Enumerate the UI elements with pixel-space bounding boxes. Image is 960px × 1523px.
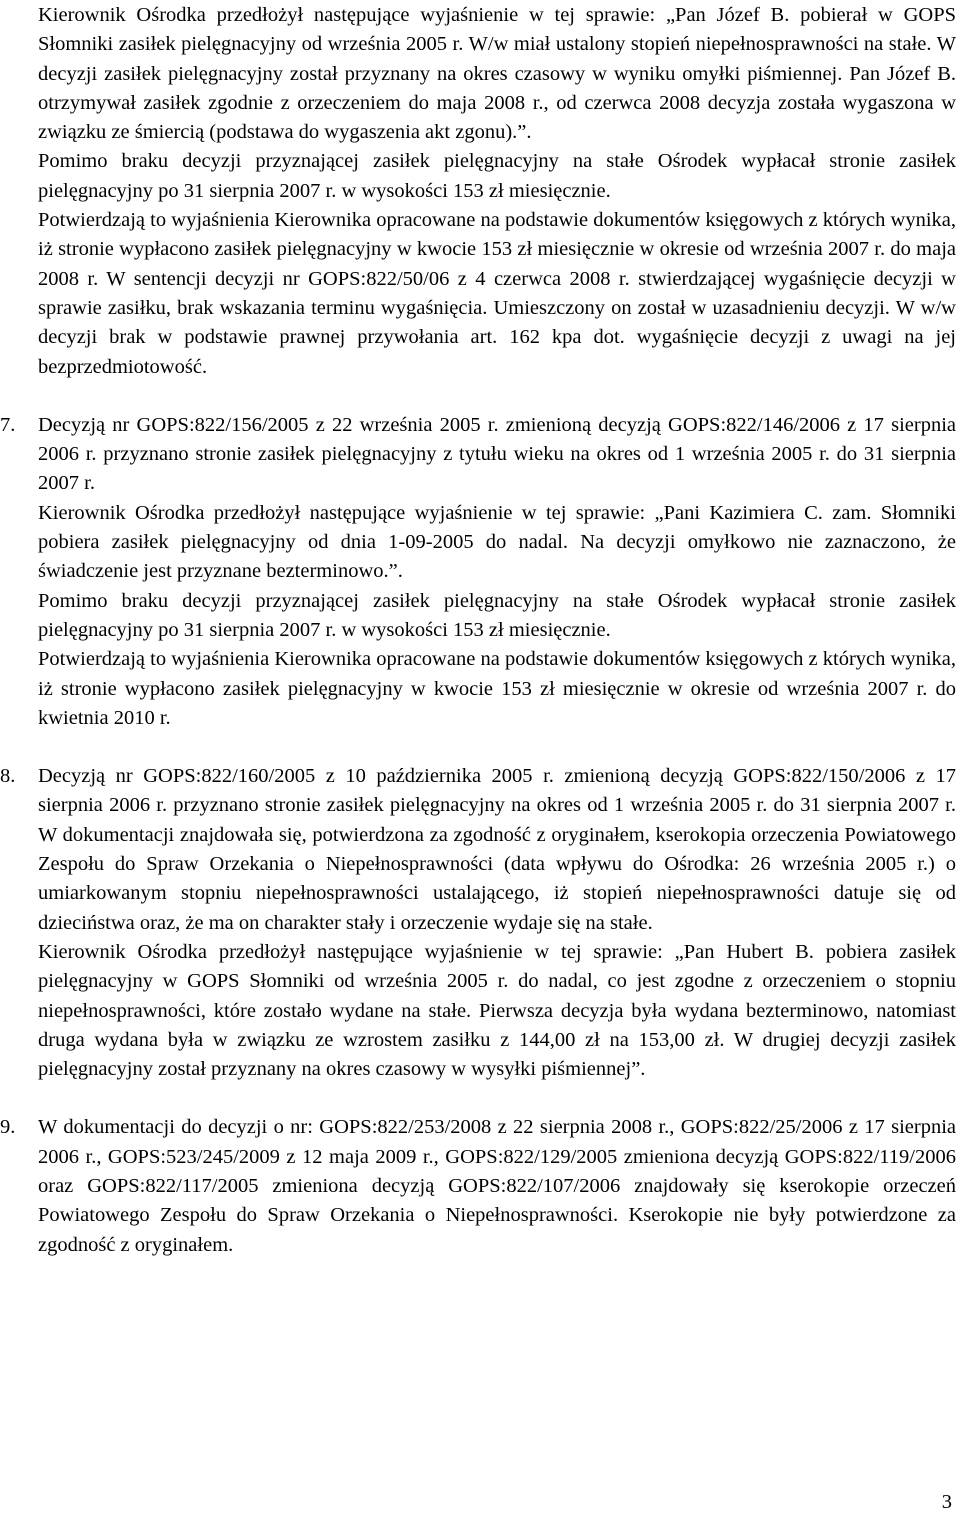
page-number: 3 — [941, 1491, 952, 1513]
paragraph: Kierownik Ośrodka przedłożył następujące wyjaśnienie w tej sprawie: „Pan Hubert B. pobiera zasiłek pielęgnacyjny w GOPS Słomniki od września 2005 r. do nadal, co jest zgodne z orzeczeniem o stopniu niepełnosprawności, które zostało wydane na stałe. Pierwsza decyzja była wydana bezterminowo, natomiast druga wydana była w związku ze wzrostem zasiłku z 144,00 zł na 153,00 zł. W drugiej decyzji zasiłek pielęgnacyjny został przyznany na okres czasowy w wysyłki piśmiennej”. — [38, 940, 956, 1081]
paragraph: W dokumentacji do decyzji o nr: GOPS:822/253/2008 z 22 sierpnia 2008 r., GOPS:822/25/2006 z 17 sierpnia 2006 r., GOPS:523/245/2009 z 12 maja 2009 r., GOPS:822/129/2005 zmieniona decyzją GOPS:822/119/2006 oraz GOPS:822/117/2005 zmieniona decyzją GOPS:822/107/2006 znajdowały się kserokopie orzeczeń Powiatowego Zespołu do Spraw Orzekania o Niepełnosprawności. Kserokopie nie były potwierdzone za zgodność z oryginałem. — [38, 1116, 956, 1256]
list-item-8 — [0, 762, 956, 1084]
spacer — [38, 1084, 956, 1113]
list-item-number: 9. — [0, 1116, 16, 1139]
paragraph: Pomimo braku decyzji przyznającej zasiłek pielęgnacyjny na stałe Ośrodek wypłacał stronie zasiłek pielęgnacyjny po 31 sierpnia 2007 r. w wysokości 153 zł miesięcznie. — [38, 150, 956, 202]
paragraph: Kierownik Ośrodka przedłożył następujące wyjaśnienie w tej sprawie: „Pani Kazimiera C. zam. Słomniki pobiera zasiłek pielęgnacyjny od dnia 1-09-2005 do nadal. Na decyzji omyłkowo nie zaznaczono, że świadczenie jest przyznane bezterminowo.”. — [38, 501, 956, 583]
list-item-7 — [0, 411, 956, 733]
list-item-9 — [0, 1113, 956, 1259]
paragraph: Potwierdzają to wyjaśnienia Kierownika opracowane na podstawie dokumentów księgowych z których wynika, iż stronie wypłacono zasiłek pielęgnacyjny w kwocie 153 zł miesięcznie w okresie od września 2007 r. do maja 2008 r. W sentencji decyzji nr GOPS:822/50/06 z 4 czerwca 2008 r. stwierdzającej wygaśnięcie decyzji w sprawie zasiłku, brak wskazania terminu wygaśnięcia. Umieszczony on został w uzasadnieniu decyzji. W w/w decyzji brak w podstawie prawnej przywołania art. 162 kpa dot. wygaśnięcie decyzji z uwagi na jej bezprzedmiotowość. — [38, 209, 956, 378]
list-item-number: 7. — [0, 413, 16, 436]
paragraph: Decyzją nr GOPS:822/160/2005 z 10 października 2005 r. zmienioną decyzją GOPS:822/150/2006 z 17 sierpnia 2006 r. przyznano stronie zasiłek pielęgnacyjny na okres od 1 września 2005 r. do 31 sierpnia 2007 r. W dokumentacji znajdowała się, potwierdzona za zgodność z oryginałem, kserokopia orzeczenia Powiatowego Zespołu do Spraw Orzekania o Niepełnosprawności (data wpływu do Ośrodka: 26 września 2005 r.) o umiarkowanym stopniu niepełnosprawności ustalającego, iż stopień niepełnosprawności datuje się od dzieciństwa oraz, że ma on charakter stały i orzeczenie wydaje się na stałe. — [38, 765, 956, 934]
paragraph: Potwierdzają to wyjaśnienia Kierownika opracowane na podstawie dokumentów księgowych z których wynika, iż stronie wypłacono zasiłek pielęgnacyjny w kwocie 153 zł miesięcznie w okresie od września 2007 r. do kwietnia 2010 r. — [38, 648, 956, 729]
list-item-number: 8. — [0, 765, 16, 788]
paragraph: Decyzją nr GOPS:822/156/2005 z 22 września 2005 r. zmienioną decyzją GOPS:822/146/2006 z 17 sierpnia 2006 r. przyznano stronie zasiłek pielęgnacyjny z tytułu wieku na okres od 1 września 2005 r. do 31 sierpnia 2007 r. — [38, 413, 956, 495]
paragraph: Kierownik Ośrodka przedłożył następujące wyjaśnienie w tej sprawie: „Pan Józef B. pobierał w GOPS Słomniki zasiłek pielęgnacyjny od września 2005 r. W/w miał ustalony stopień niepełnosprawności na stałe. W decyzji zasiłek pielęgnacyjny został przyznany na okres czasowy w wyniku omyłki piśmiennej. Pan Józef B. otrzymywał zasiłek zgodnie z orzeczeniem do maja 2008 r., od czerwca 2008 decyzja została wygaszona w związku ze śmiercią (podstawa do wygaszenia akt zgonu).”. — [38, 4, 956, 144]
paragraph: Pomimo braku decyzji przyznającej zasiłek pielęgnacyjny na stałe Ośrodek wypłacał stronie zasiłek pielęgnacyjny po 31 sierpnia 2007 r. w wysokości 153 zł miesięcznie. — [38, 589, 956, 641]
spacer — [38, 382, 956, 411]
spacer — [38, 733, 956, 762]
intro-section — [38, 0, 956, 382]
